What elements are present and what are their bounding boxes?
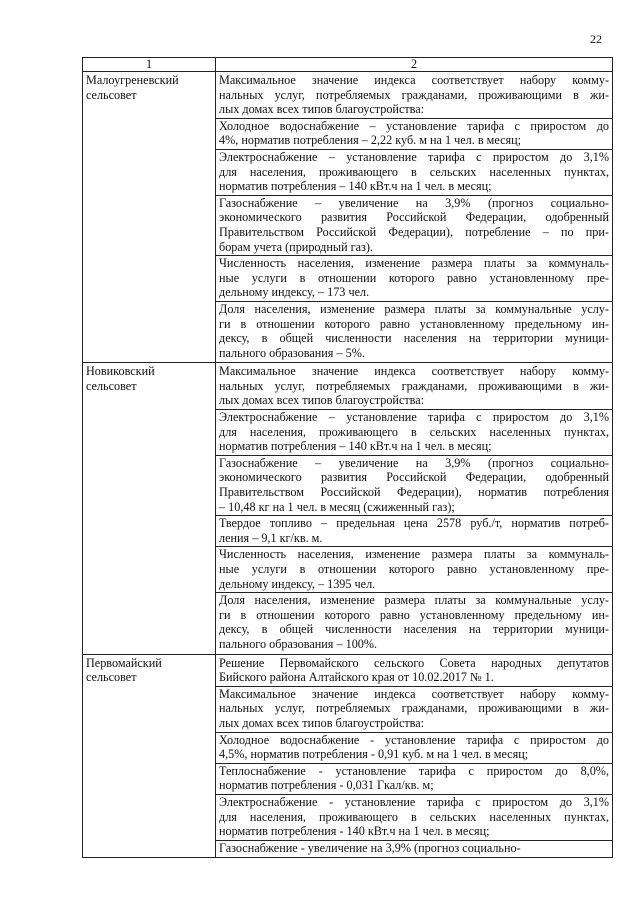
paragraph-line: Доля населения, изменение размера платы за коммунальные услу- xyxy=(219,301,609,316)
description-cell xyxy=(216,72,613,363)
paragraph-line: лых домах всех типов благоустройства: xyxy=(219,715,425,730)
paragraph-line: Холодное водоснабжение – установление тарифа с приростом до xyxy=(219,118,609,133)
paragraph-line: Бийского района Алтайского края от 10.02.2017 № 1. xyxy=(219,670,494,685)
description-paragraph xyxy=(216,119,612,150)
paragraph-line: Электроснабжение – установление тарифа с приростом до 3,1% xyxy=(219,149,609,164)
paragraph-line: Холодное водоснабжение - установление тарифа с приростом до xyxy=(219,732,609,747)
paragraph-line: Электроснабжение – установление тарифа с приростом до 3,1% xyxy=(219,410,609,425)
paragraph-line: Теплоснабжение - установление тарифа с приростом до 8,0%, xyxy=(219,763,609,778)
paragraph-line: нальных услуг, потребляемых гражданами, проживающими в жи- xyxy=(219,701,609,716)
municipality-name-line: Первомайский xyxy=(86,655,162,670)
paragraph-line: Максимальное значение индекса соответствует набору комму- xyxy=(219,686,609,701)
paragraph-line: ги в отношении которого равно установленному предельному ин- xyxy=(219,316,609,331)
description-paragraph xyxy=(216,364,612,410)
paragraph-line: Газоснабжение – увеличение на 3,9% (прогноз социально- xyxy=(219,195,609,210)
paragraph-line: пального образования – 5%. xyxy=(219,345,365,360)
paragraph-line: Твердое топливо – предельная цена 2578 руб./т, норматив потреб- xyxy=(219,516,609,531)
paragraph-line: Численность населения, изменение размера платы за коммуналь- xyxy=(219,547,609,562)
description-paragraph xyxy=(216,687,612,733)
column-header-2: 2 xyxy=(216,58,613,72)
paragraph-line: Максимальное значение индекса соответствует набору комму- xyxy=(219,73,609,87)
paragraph-line: лых домах всех типов благоустройства: xyxy=(219,393,425,408)
paragraph-line: дексу, в общей численности населения на территории муници- xyxy=(219,622,609,637)
paragraph-line: Решение Первомайского сельского Совета народных депутатов xyxy=(219,655,609,670)
paragraph-line: Правительством Российской Федерации), потребление – по при- xyxy=(219,224,609,239)
municipality-name-line: сельсовет xyxy=(86,378,137,393)
paragraph-line: Доля населения, изменение размера платы за коммунальные услу- xyxy=(219,593,609,608)
paragraph-line: для населения, проживающего в сельских населенных пунктах, xyxy=(219,164,609,179)
paragraph-line: 4,5%, норматив потребления - 0,91 куб. м на 1 чел. в месяц; xyxy=(219,747,529,762)
paragraph-line: дельному индексу, – 1395 чел. xyxy=(219,576,376,591)
description-cell xyxy=(216,654,613,858)
paragraph-line: норматив потребления – 140 кВт.ч на 1 чел. в месяц; xyxy=(219,439,492,454)
paragraph-line: Максимальное значение индекса соответствует набору комму- xyxy=(219,364,609,379)
description-paragraph xyxy=(216,302,612,361)
description-cell xyxy=(216,363,613,654)
paragraph-line: дельному индексу, – 173 чел. xyxy=(219,285,370,300)
municipality-name-cell xyxy=(83,654,216,858)
description-paragraph xyxy=(216,150,612,196)
paragraph-line: 4%, норматив потребления – 2,22 куб. м на 1 чел. в месяц; xyxy=(219,133,521,148)
paragraph-line: норматив потребления - 0,031 Гкал/кв. м; xyxy=(219,778,434,793)
paragraph-line: для населения, проживающего в сельских населенных пунктах, xyxy=(219,809,609,824)
description-paragraph xyxy=(216,410,612,456)
table-header-row xyxy=(83,58,613,72)
municipality-name-line: Малоугреневский xyxy=(86,73,179,87)
paragraph-line: пального образования – 100%. xyxy=(219,636,378,651)
description-paragraph xyxy=(216,547,612,593)
paragraph-line: Электроснабжение - установление тарифа с приростом до 3,1% xyxy=(219,794,609,809)
paragraph-line: – 10,48 кг на 1 чел. в месяц (сжиженный газ); xyxy=(219,499,455,514)
description-paragraph xyxy=(216,456,612,516)
description-paragraph xyxy=(216,841,612,857)
description-paragraph xyxy=(216,256,612,302)
paragraph-line: Правительством Российской Федерации), норматив потребления xyxy=(219,485,609,500)
municipality-name-line: Новиковский xyxy=(86,364,155,379)
description-paragraph xyxy=(216,733,612,764)
municipality-name-cell xyxy=(83,363,216,654)
municipality-name-cell xyxy=(83,72,216,363)
municipality-name-line: сельсовет xyxy=(86,670,137,685)
data-table xyxy=(82,57,613,858)
paragraph-line: нальных услуг, потребляемых гражданами, проживающими в жи- xyxy=(219,378,609,393)
page-number: 22 xyxy=(590,32,602,46)
paragraph-line: борам учета (природный газ). xyxy=(219,239,373,254)
paragraph-line: нальных услуг, потребляемых гражданами, проживающими в жи- xyxy=(219,87,609,102)
description-paragraph xyxy=(216,73,612,119)
description-paragraph xyxy=(216,516,612,547)
paragraph-line: ные услуги в отношении которого равно установленному пре- xyxy=(219,562,609,576)
paragraph-line: дексу, в общей численности населения на территории муници- xyxy=(219,331,609,346)
paragraph-line: норматив потребления – 140 кВт.ч на 1 чел. в месяц; xyxy=(219,179,492,194)
paragraph-line: Численность населения, изменение размера платы за коммуналь- xyxy=(219,256,609,271)
paragraph-line: лых домах всех типов благоустройства: xyxy=(219,102,425,117)
paragraph-line: Газоснабжение - увеличение на 3,9% (прогноз социально- xyxy=(219,840,521,855)
description-paragraph xyxy=(216,196,612,256)
column-header-1: 1 xyxy=(83,58,216,72)
description-paragraph xyxy=(216,656,612,687)
paragraph-line: экономического развития Российской Федерации, одобренный xyxy=(219,470,609,485)
paragraph-line: норматив потребления - 140 кВт.ч на 1 чел. в месяц; xyxy=(219,824,490,839)
description-paragraph xyxy=(216,593,612,652)
paragraph-line: ления – 9,1 кг/кв. м. xyxy=(219,530,323,545)
description-paragraph xyxy=(216,795,612,841)
paragraph-line: ги в отношении которого равно установленному предельному ин- xyxy=(219,607,609,622)
table-row xyxy=(83,363,613,654)
paragraph-line: Газоснабжение – увеличение на 3,9% (прогноз социально- xyxy=(219,455,609,470)
description-paragraph xyxy=(216,764,612,795)
paragraph-line: ные услуги в отношении которого равно установленному пре- xyxy=(219,270,609,285)
municipality-name-line: сельсовет xyxy=(86,87,137,102)
table-row xyxy=(83,72,613,363)
paragraph-line: для населения, проживающего в сельских населенных пунктах, xyxy=(219,424,609,439)
table-row xyxy=(83,654,613,858)
paragraph-line: экономического развития Российской Федерации, одобренный xyxy=(219,210,609,225)
